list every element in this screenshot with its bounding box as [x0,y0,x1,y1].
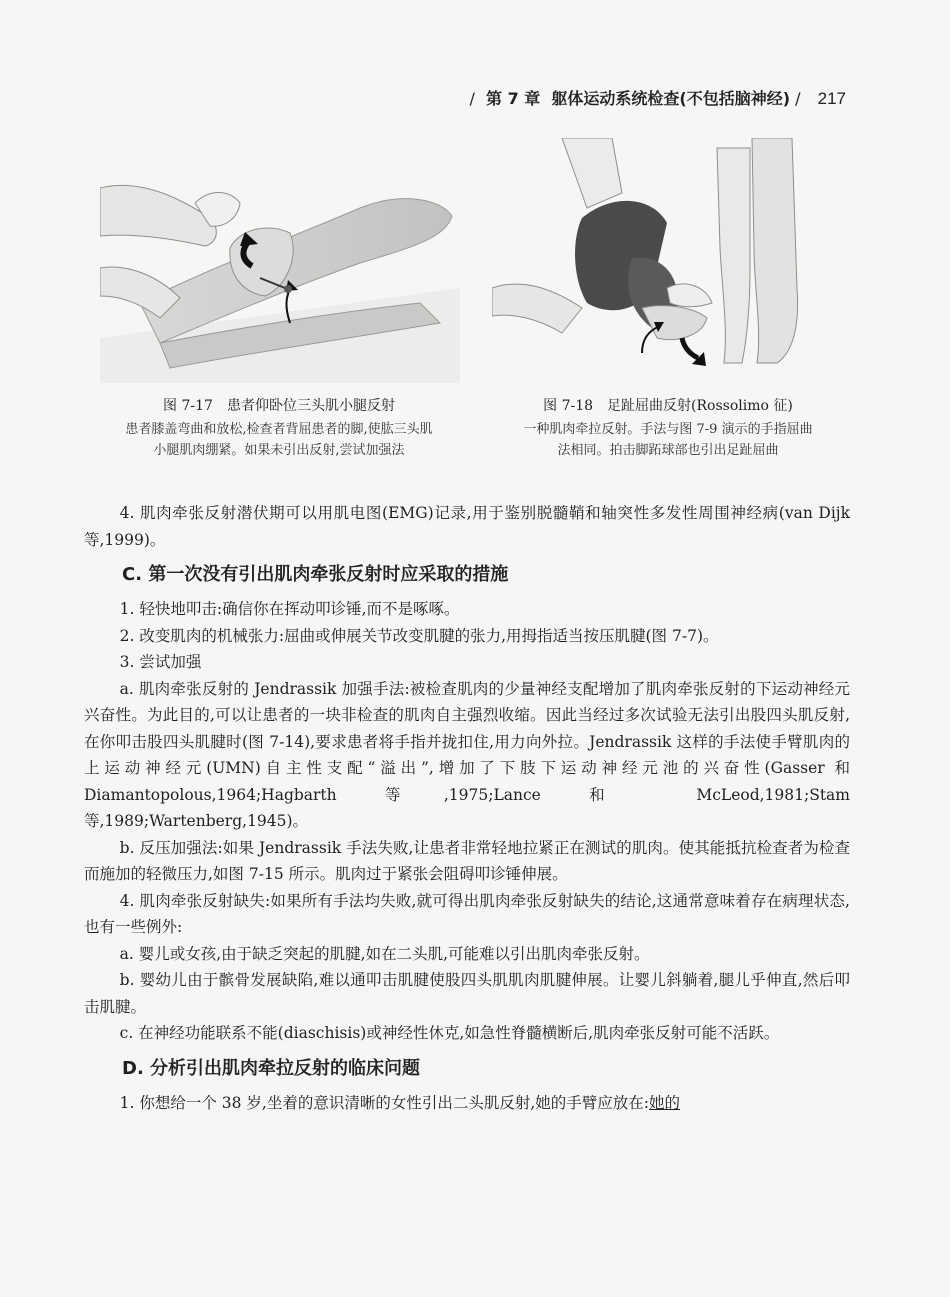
item-c3b: b. 反压加强法:如果 Jendrassik 手法失败,让患者非常轻地拉紧正在测试的肌肉。使其能抵抗检查者为检查而施加的轻微压力,如图 7-15 所示。肌肉过于紧张会阻碍叩诊锤伸展。 [84,838,850,883]
item-c2: 2. 改变肌肉的机械张力:屈曲或伸展关节改变肌腱的张力,用拇指适当按压肌腱(图 7-7)。 [119,626,719,645]
figure-7-18-caption-line-1: 一种肌肉牵拉反射。手法与图 7-9 演示的手指屈曲 [523,422,813,437]
figure-7-17-caption-line-1: 患者膝盖弯曲和放松,检查者背屈患者的脚,使肱三头肌 [125,422,433,437]
item-d1-answer: 她的 [649,1093,681,1112]
page-number: 217 [817,89,846,108]
chapter-title: 躯体运动系统检查(不包括脑神经) [551,89,791,108]
figure-7-17-caption-line-2: 小腿肌肉绷紧。如果未引出反射,尝试加强法 [153,443,405,458]
item-c4b: b. 婴幼儿由于髌骨发展缺陷,难以通叩击肌腱使股四头肌肌肉肌腱伸展。让婴儿斜躺着,腿儿乎伸直,然后叩击肌腱。 [84,971,850,1016]
item-c4a: a. 婴儿或女孩,由于缺乏突起的肌腱,如在二头肌,可能难以引出肌肉牵张反射。 [119,944,650,963]
item-c4: 4. 肌肉牵张反射缺失:如果所有手法均失败,就可得出肌肉牵张反射缺失的结论,这通常意味着存在病理状态,也有一些例外: [84,891,850,936]
item-c3: 3. 尝试加强 [119,653,202,671]
item-c1: 1. 轻快地叩击:确信你在挥动叩诊锤,而不是啄啄。 [119,600,460,618]
figure-7-17-caption [76,396,482,461]
figure-7-17-number: 图 7-17 [163,398,213,414]
body-text [84,500,850,1116]
figure-7-18-title-line [488,396,848,417]
figure-7-18-number: 图 7-18 [543,398,594,414]
item-d1 [84,1090,850,1117]
figure-7-17-title: 患者仰卧位三头肌小腿反射 [226,398,395,414]
paragraph-4-emg: 4. 肌肉牵张反射潜伏期可以用肌电图(EMG)记录,用于鉴别脱髓鞘和轴突性多发性周围神经病(van Dijk 等,1999)。 [84,504,850,549]
running-header [470,86,846,109]
figure-7-18-caption [488,396,848,461]
figure-7-18-illustration [492,138,842,373]
figure-7-17-illustration [100,128,460,383]
section-d-heading: D. 分析引出肌肉牵拉反射的临床问题 [122,1057,421,1079]
figure-7-18-caption-line-2: 法相同。拍击脚跖球部也引出足趾屈曲 [557,443,779,458]
header-slash-2: / [795,89,801,108]
item-c4c: c. 在神经功能联系不能(diaschisis)或神经性休克,如急性脊髓横断后,肌肉牵张反射可能不活跃。 [119,1024,780,1042]
item-d1-text: 1. 你想给一个 38 岁,坐着的意识清晰的女性引出二头肌反射,她的手臂应放在: [119,1093,650,1112]
figure-7-18-title: 足趾屈曲反射(Rossolimo 征) [607,398,793,414]
chapter-number: 第 7 章 [486,89,541,108]
item-c3a: a. 肌肉牵张反射的 Jendrassik 加强手法:被检查肌肉的少量神经支配增加了肌肉牵张反射的下运动神经元兴奋性。为此目的,可以让患者的一块非检查的肌肉自主强烈收缩。因此当经过多次试验无法引出股四头肌反射,在你叩击股四头肌腱时(图 7-14),要求患者将手指并拢扣住,用力向外拉。Jendrassik 这样的手法使手臂肌肉的上运动神经元(UMN)自主性支配“溢出”,增加了下肢下运动神经元池的兴奋性(Gasser 和 Diamantopolous,1964;Hagbarth 等,1975;Lance 和 McLeod,1981;Stam 等,1989;Wartenberg,1945)。 [84,679,850,830]
figure-7-17-title-line [76,396,482,417]
header-slash: / [469,89,475,108]
section-c-heading: C. 第一次没有引出肌肉牵张反射时应采取的措施 [122,564,509,585]
